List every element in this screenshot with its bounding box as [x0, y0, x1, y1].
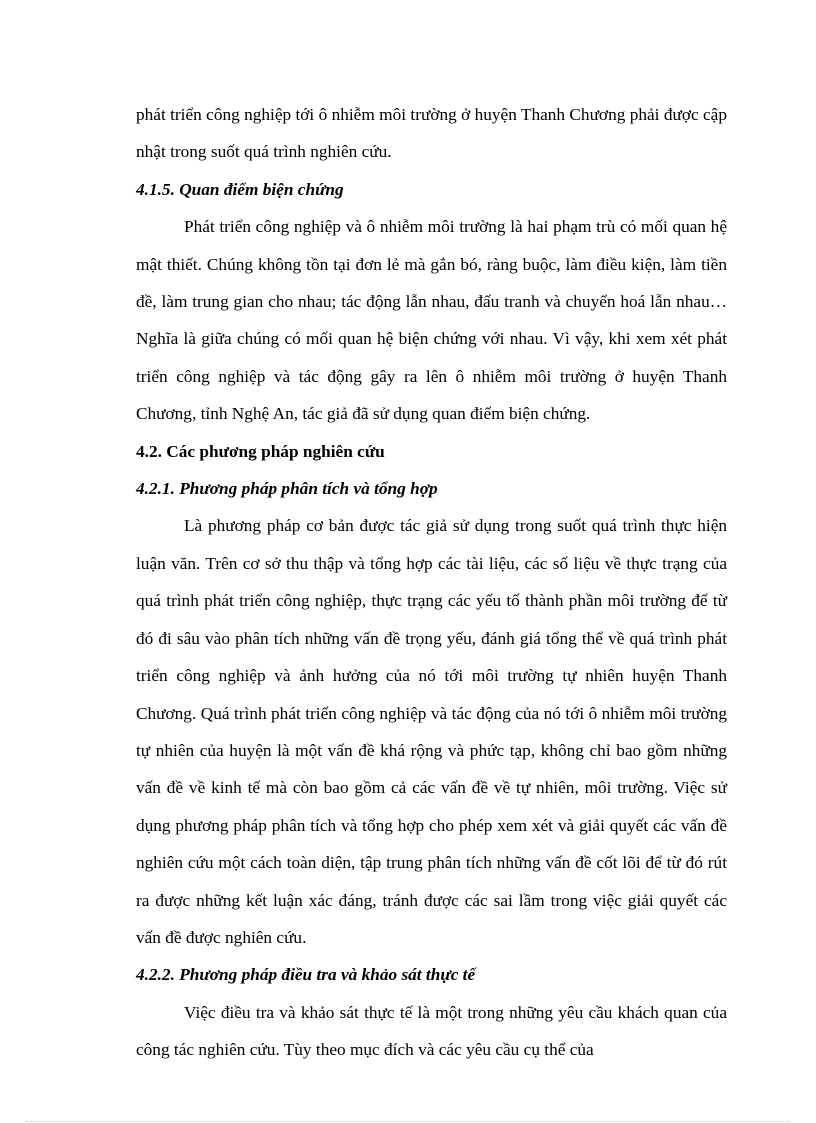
section-heading-4-2: 4.2. Các phương pháp nghiên cứu — [136, 441, 385, 461]
page-bottom-divider — [26, 1121, 790, 1122]
intro-paragraph: phát triển công nghiệp tới ô nhiễm môi trường ở huyện Thanh Chương phải được cập nhật trong suốt quá trình nghiên cứu. — [136, 105, 727, 162]
section-heading-4-1-5: 4.1.5. Quan điểm biện chứng — [136, 179, 344, 199]
document-page — [136, 96, 727, 1069]
paragraph-4-2-1: Là phương pháp cơ bản được tác giả sử dụng trong suốt quá trình thực hiện luận văn. Trên cơ sở thu thập và tổng hợp các tài liệu, các số liệu về thực trạng của quá trình phát triển công nghiệp, thực trạng các yếu tố thành phần môi trường để từ đó đi sâu vào phân tích những vấn đề trọng yếu, đánh giá tổng thể về quá trình phát triển công nghiệp và ảnh hưởng của nó tới môi trường tự nhiên huyện Thanh Chương. Quá trình phát triển công nghiệp và tác động của nó tới ô nhiễm môi trường tự nhiên của huyện là một vấn đề khá rộng và phức tạp, không chỉ bao gồm những vấn đề về kinh tế mà còn bao gồm cả các vấn đề về tự nhiên, môi trường. Việc sử dụng phương pháp phân tích và tổng hợp cho phép xem xét và giải quyết các vấn đề nghiên cứu một cách toàn diện, tập trung phân tích những vấn đề cốt lõi để từ đó rút ra được những kết luận xác đáng, tránh được các sai lầm trong việc giải quyết các vấn đề được nghiên cứu. — [136, 516, 727, 947]
section-heading-4-2-1: 4.2.1. Phương pháp phân tích và tổng hợp — [136, 479, 438, 499]
section-heading-4-2-2: 4.2.2. Phương pháp điều tra và khảo sát thực tế — [136, 965, 476, 985]
paragraph-4-1-5: Phát triển công nghiệp và ô nhiễm môi trường là hai phạm trù có mối quan hệ mật thiết. Chúng không tồn tại đơn lẻ mà gắn bó, ràng buộc, làm điều kiện, làm tiền đề, làm trung gian cho nhau; tác động lẫn nhau, đấu tranh và chuyển hoá lẫn nhau…Nghĩa là giữa chúng có mối quan hệ biện chứng với nhau. Vì vậy, khi xem xét phát triển công nghiệp và tác động gây ra lên ô nhiễm môi trường ở huyện Thanh Chương, tỉnh Nghệ An, tác giả đã sử dụng quan điểm biện chứng. — [136, 217, 727, 424]
paragraph-4-2-2: Việc điều tra và khảo sát thực tế là một trong những yêu cầu khách quan của công tác nghiên cứu. Tùy theo mục đích và các yêu cầu cụ thể của — [136, 1002, 727, 1060]
